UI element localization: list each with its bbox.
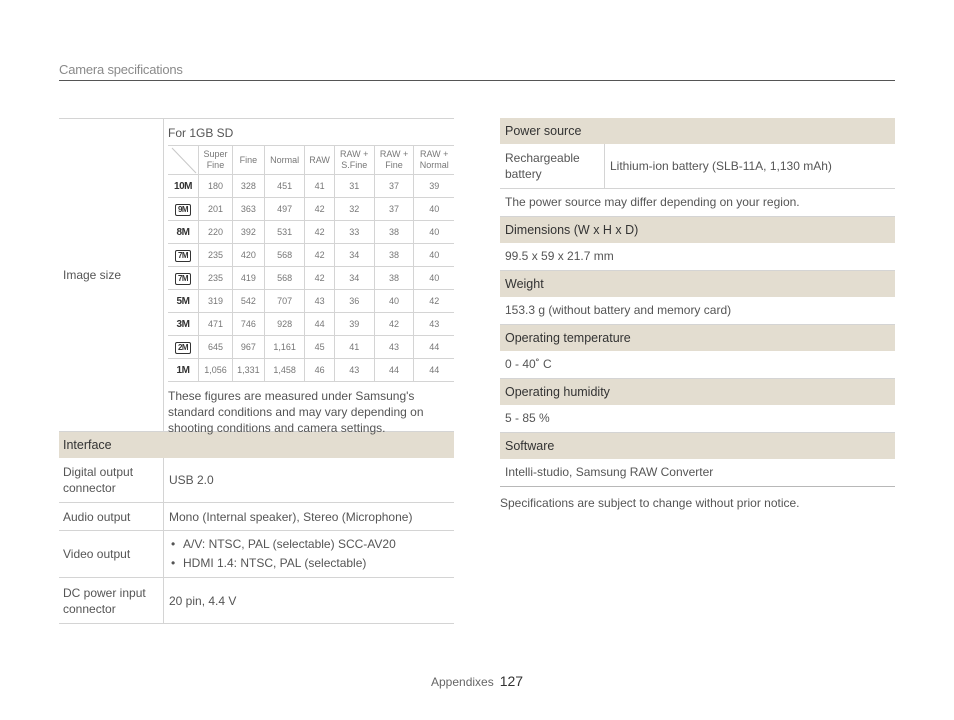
dimensions-header: Dimensions (W x H x D)	[500, 217, 895, 243]
resolution-icon-cell	[168, 313, 199, 336]
power-source-note: The power source may differ depending on your region.	[500, 189, 895, 217]
table-cell: 39	[334, 313, 374, 336]
list-item: • HDMI 1.4: NTSC, PAL (selectable)	[169, 554, 449, 573]
page-footer	[431, 673, 523, 689]
digital-output-row	[59, 458, 454, 503]
table-cell: 42	[305, 221, 334, 244]
dc-power-row	[59, 578, 454, 624]
table-cell: 40	[414, 267, 454, 290]
header-rule	[59, 80, 895, 81]
table-cell: 319	[199, 290, 233, 313]
table-cell: 38	[374, 244, 414, 267]
table-cell: 34	[334, 244, 374, 267]
battery-row	[500, 144, 895, 189]
table-cell: 568	[264, 267, 305, 290]
image-size-label: Image size	[59, 119, 164, 431]
table-cell: 707	[264, 290, 305, 313]
table-cell: 1,458	[264, 359, 305, 382]
table-cell: 37	[374, 198, 414, 221]
column-header: RAW	[305, 146, 334, 175]
table-cell: 42	[305, 244, 334, 267]
image-count-body	[168, 175, 454, 382]
video-output-value	[164, 531, 454, 577]
battery-label: Rechargeable battery	[500, 144, 605, 188]
table-cell: 43	[414, 313, 454, 336]
resolution-3m-icon: 3M	[176, 318, 190, 330]
table-cell: 201	[199, 198, 233, 221]
table-cell: 33	[334, 221, 374, 244]
image-count-table	[168, 145, 454, 382]
table-cell: 1,056	[199, 359, 233, 382]
dc-power-value: 20 pin, 4.4 V	[169, 593, 237, 608]
resolution-icon-cell	[168, 198, 199, 221]
table-row	[168, 359, 454, 382]
table-cell: 645	[199, 336, 233, 359]
dc-power-label: DC power input connector	[59, 578, 164, 623]
table-cell: 43	[305, 290, 334, 313]
software-value: Intelli-studio, Samsung RAW Converter	[500, 459, 895, 487]
table-row	[168, 175, 454, 198]
table-corner-cell	[168, 146, 199, 175]
digital-output-value: USB 2.0	[169, 473, 214, 487]
specifications-disclaimer: Specifications are subject to change without prior notice.	[500, 496, 800, 510]
table-cell: 44	[414, 359, 454, 382]
audio-output-label: Audio output	[59, 503, 164, 530]
table-row	[168, 244, 454, 267]
column-header: RAW + S.Fine	[334, 146, 374, 175]
table-cell: 967	[232, 336, 264, 359]
weight-value: 153.3 g (without battery and memory card)	[500, 297, 895, 325]
table-cell: 36	[334, 290, 374, 313]
table-cell: 44	[374, 359, 414, 382]
resolution-icon-cell	[168, 175, 199, 198]
table-cell: 531	[264, 221, 305, 244]
table-cell: 1,161	[264, 336, 305, 359]
table-cell: 420	[232, 244, 264, 267]
weight-header: Weight	[500, 271, 895, 297]
table-cell: 45	[305, 336, 334, 359]
table-cell: 42	[305, 198, 334, 221]
table-cell: 40	[414, 221, 454, 244]
battery-value: Lithium-ion battery (SLB-11A, 1,130 mAh)	[610, 159, 832, 173]
resolution-9m-icon: 9M	[175, 204, 191, 216]
column-header: Super Fine	[199, 146, 233, 175]
table-cell: 42	[374, 313, 414, 336]
table-cell: 568	[264, 244, 305, 267]
resolution-icon-cell	[168, 336, 199, 359]
table-row	[168, 290, 454, 313]
table-row	[168, 198, 454, 221]
table-cell: 46	[305, 359, 334, 382]
diagonal-line-icon	[168, 146, 198, 174]
operating-temperature-value: 0 - 40˚ C	[500, 351, 895, 379]
video-output-label: Video output	[59, 531, 164, 577]
resolution-icon-cell	[168, 290, 199, 313]
image-size-caption: For 1GB SD	[168, 126, 234, 140]
table-row	[168, 221, 454, 244]
list-item: • A/V: NTSC, PAL (selectable) SCC-AV20	[169, 535, 449, 554]
resolution-icon-cell	[168, 221, 199, 244]
table-cell: 471	[199, 313, 233, 336]
table-cell: 34	[334, 267, 374, 290]
resolution-8m-icon: 8M	[176, 226, 190, 238]
software-header: Software	[500, 433, 895, 459]
page-header-title: Camera specifications	[59, 62, 183, 77]
table-cell: 328	[232, 175, 264, 198]
image-size-note: These figures are measured under Samsung's standard conditions and may vary depending on shooting conditions and camera settings.	[168, 389, 424, 435]
table-row	[168, 267, 454, 290]
table-cell: 39	[414, 175, 454, 198]
image-size-value	[164, 119, 454, 435]
table-cell: 38	[374, 267, 414, 290]
page-number: 127	[499, 673, 524, 689]
table-cell: 497	[264, 198, 305, 221]
video-output-row	[59, 531, 454, 578]
power-source-header: Power source	[500, 118, 895, 144]
table-cell: 43	[334, 359, 374, 382]
table-cell: 41	[305, 175, 334, 198]
table-cell: 40	[414, 198, 454, 221]
table-cell: 40	[374, 290, 414, 313]
table-cell: 37	[374, 175, 414, 198]
table-cell: 44	[305, 313, 334, 336]
table-cell: 44	[414, 336, 454, 359]
interface-section-header: Interface	[59, 432, 454, 458]
column-header: Normal	[264, 146, 305, 175]
table-cell: 451	[264, 175, 305, 198]
resolution-5m-icon: 5M	[176, 295, 190, 307]
dimensions-value: 99.5 x 59 x 21.7 mm	[500, 243, 895, 271]
table-cell: 746	[232, 313, 264, 336]
table-row	[168, 313, 454, 336]
column-header: RAW + Normal	[414, 146, 454, 175]
resolution-1m-icon: 1M	[176, 364, 190, 376]
table-cell: 928	[264, 313, 305, 336]
image-count-header-row	[168, 146, 454, 175]
table-cell: 220	[199, 221, 233, 244]
resolution-2m-icon: 2M	[175, 342, 191, 354]
table-cell: 363	[232, 198, 264, 221]
resolution-icon-cell	[168, 244, 199, 267]
table-cell: 42	[305, 267, 334, 290]
table-cell: 235	[199, 244, 233, 267]
audio-output-row	[59, 503, 454, 531]
video-output-list	[169, 535, 449, 573]
table-cell: 32	[334, 198, 374, 221]
table-row	[168, 336, 454, 359]
column-header: Fine	[232, 146, 264, 175]
table-cell: 1,331	[232, 359, 264, 382]
resolution-icon-cell	[168, 359, 199, 382]
image-size-row	[59, 118, 454, 435]
right-spec-column	[500, 118, 895, 510]
operating-temperature-header: Operating temperature	[500, 325, 895, 351]
resolution-7m-icon: 7M	[175, 273, 191, 285]
table-cell: 38	[374, 221, 414, 244]
table-cell: 41	[334, 336, 374, 359]
table-cell: 43	[374, 336, 414, 359]
table-cell: 235	[199, 267, 233, 290]
table-cell: 180	[199, 175, 233, 198]
column-header: RAW + Fine	[374, 146, 414, 175]
footer-section-name: Appendixes	[431, 675, 494, 689]
operating-humidity-value: 5 - 85 %	[500, 405, 895, 433]
resolution-10m-icon: 10M	[174, 180, 192, 192]
table-cell: 542	[232, 290, 264, 313]
operating-humidity-header: Operating humidity	[500, 379, 895, 405]
table-cell: 40	[414, 244, 454, 267]
audio-output-value: Mono (Internal speaker), Stereo (Microphone)	[169, 509, 413, 524]
resolution-7m-icon: 7M	[175, 250, 191, 262]
resolution-icon-cell	[168, 267, 199, 290]
table-cell: 31	[334, 175, 374, 198]
table-cell: 42	[414, 290, 454, 313]
table-cell: 392	[232, 221, 264, 244]
left-spec-column	[59, 118, 454, 624]
table-cell: 419	[232, 267, 264, 290]
digital-output-label: Digital output connector	[59, 458, 164, 502]
